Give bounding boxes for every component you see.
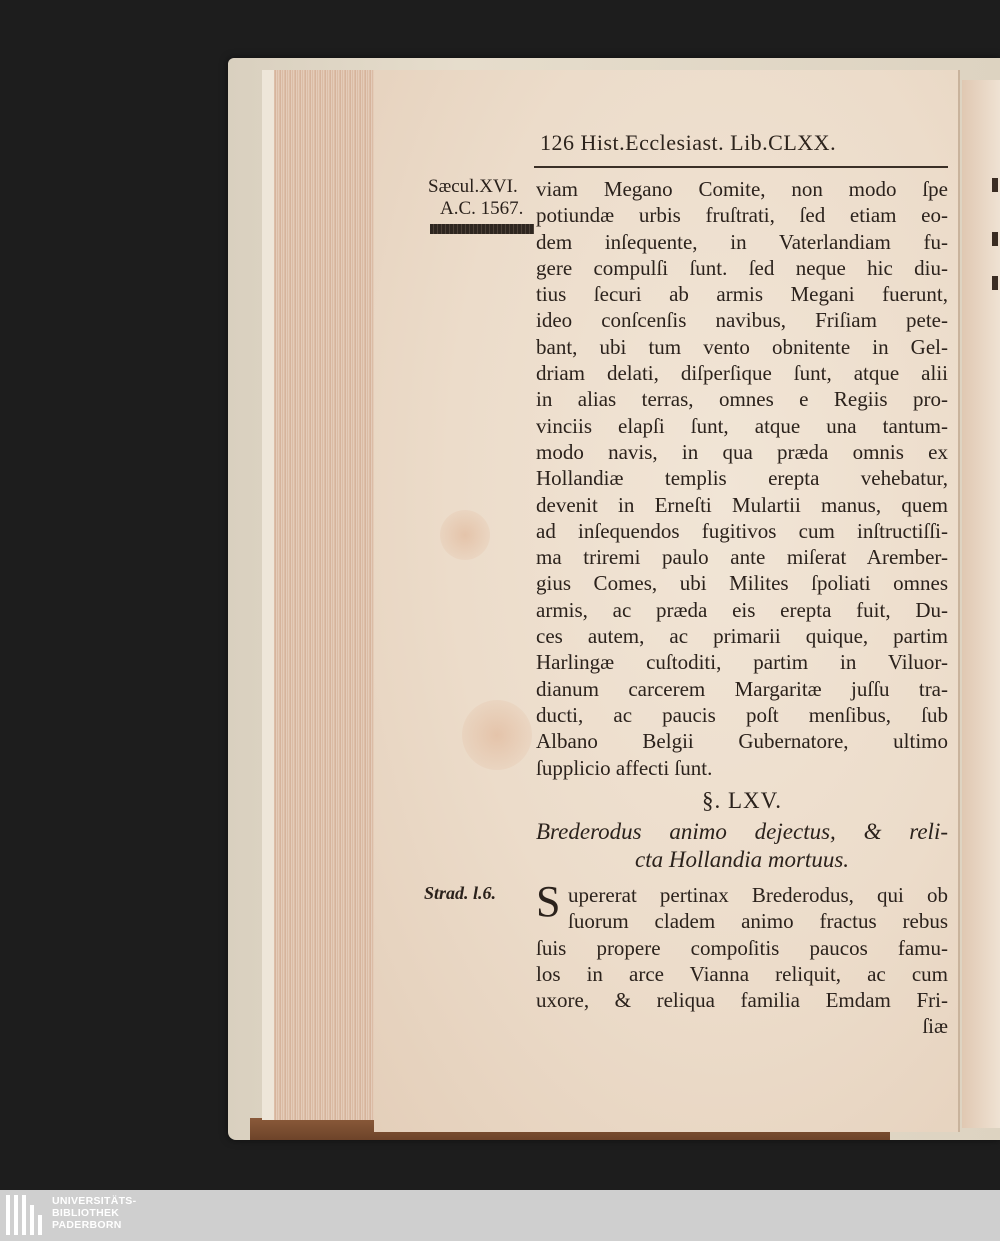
running-head: 126 Hist.Ecclesiast. Lib.CLXX. xyxy=(540,130,837,155)
page-fore-edge xyxy=(262,70,381,1120)
library-logo-icon xyxy=(6,1195,46,1235)
margin-saeculum: Sæcul.XVI. xyxy=(428,176,518,197)
facing-page-mark xyxy=(992,232,998,246)
section-title-line: cta Hollandia mortuus. xyxy=(634,847,850,872)
text-line: viam Megano Comite, non modo ſpe xyxy=(536,177,948,201)
facing-page-mark xyxy=(992,178,998,192)
text-line: ſuorum cladem animo fractus rebus xyxy=(568,909,948,934)
drop-initial: S xyxy=(536,877,561,926)
text-line: ducti, ac paucis poſt menſibus, ſub xyxy=(536,702,948,727)
text-line: tius ſecuri ab armis Megani fuerunt, xyxy=(536,282,948,307)
text-line: ideo conſcenſis navibus, Friſiam pete- xyxy=(536,308,948,333)
library-name xyxy=(52,1195,136,1231)
catchword: ſiæ xyxy=(922,1014,948,1039)
text-line: dianum carcerem Margaritæ juſſu tra- xyxy=(536,676,948,701)
section-title-line: Brederodus animo dejectus, & reli- xyxy=(536,819,948,844)
text-line: devenit in Erneſti Mulartii manus, quem xyxy=(536,492,948,517)
header-rule xyxy=(534,166,948,168)
text-line: armis, ac præda eis erepta fuit, Du- xyxy=(536,597,948,622)
margin-rule xyxy=(430,224,534,234)
text-line: bant, ubi tum vento obnitente in Gel- xyxy=(536,334,948,359)
text-line: modo navis, in qua præda omnis ex xyxy=(536,439,948,464)
main-paragraph xyxy=(536,176,948,781)
text-line: Albano Belgii Gubernatore, ultimo xyxy=(536,729,948,754)
text-line: gere compulſi ſunt. ſed neque hic diu- xyxy=(536,255,948,280)
text-line: gius Comes, ubi Milites ſpoliati omnes xyxy=(536,571,948,596)
library-name-line: UNIVERSITÄTS- xyxy=(52,1195,137,1207)
text-line: upererat pertinax Brederodus, qui ob xyxy=(568,883,948,907)
text-line: Hollandiæ templis erepta vehebatur, xyxy=(536,466,948,491)
text-line: in alias terras, omnes e Regiis pro- xyxy=(536,387,948,412)
library-name-line: PADERBORN xyxy=(52,1219,122,1231)
text-line: potiundæ urbis fruſtrati, ſed etiam eo- xyxy=(536,203,948,228)
text-line: dem inſequente, in Vaterlandiam fu- xyxy=(536,229,948,254)
text-line: ma triremi paulo ante miſerat Arember- xyxy=(536,545,948,570)
margin-reference: Strad. l.6. xyxy=(424,883,497,903)
section-title xyxy=(536,818,948,874)
text-line: ſupplicio affecti ſunt. xyxy=(536,755,713,780)
text-line: ad inſequendos fugitivos cum inſtructiſſi- xyxy=(536,518,948,543)
foxing-stain xyxy=(462,700,532,770)
margin-anno: A.C. 1567. xyxy=(440,198,524,219)
library-name-line: BIBLIOTHEK xyxy=(52,1207,120,1219)
footer-bar xyxy=(0,1190,1000,1241)
section-number: §. LXV. xyxy=(701,788,783,813)
text-line: driam delati, diſperſique ſunt, atque alii xyxy=(536,361,948,386)
text-line: Harlingæ cuſtoditi, partim in Viluor- xyxy=(536,650,948,675)
facing-page-mark xyxy=(992,276,998,290)
foxing-stain xyxy=(440,510,490,560)
text-line: ſuis propere compoſitis paucos famu- xyxy=(536,935,948,960)
page-edge-strip xyxy=(262,70,274,1120)
text-line: los in arce Vianna reliquit, ac cum xyxy=(536,961,948,986)
second-paragraph xyxy=(536,877,948,1040)
text-line: ces autem, ac primarii quique, partim xyxy=(536,624,948,649)
text-line: uxore, & reliqua familia Emdam Fri- xyxy=(536,988,948,1013)
text-line: vinciis elapſi ſunt, atque una tantum- xyxy=(536,413,948,438)
